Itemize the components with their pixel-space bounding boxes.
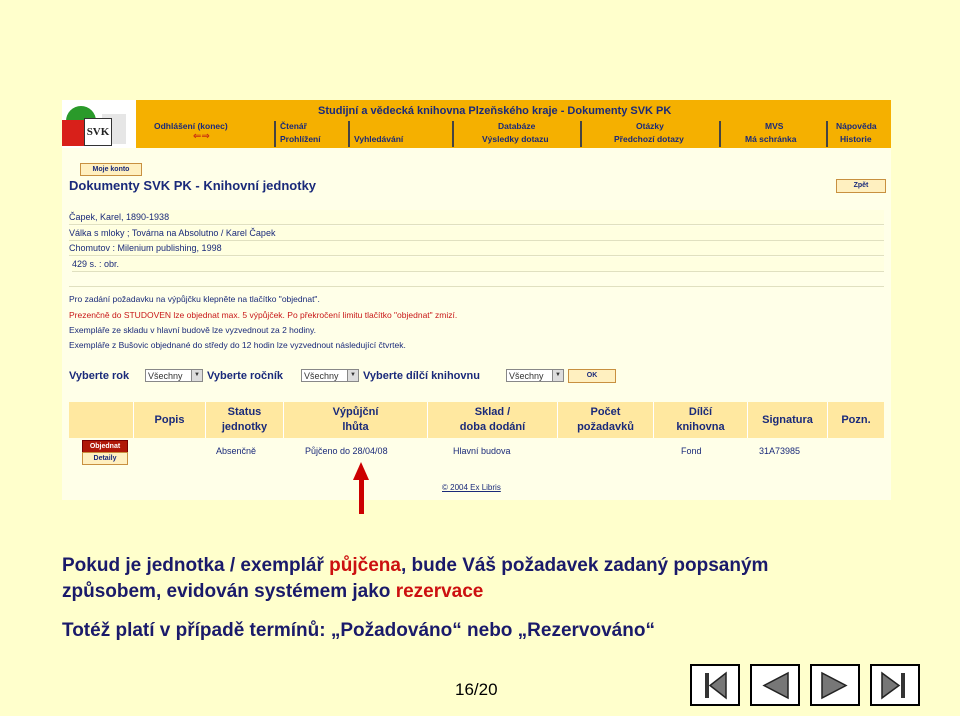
column-header: Sklad / doba dodání	[427, 402, 557, 438]
chevron-down-icon[interactable]: ▼	[191, 370, 202, 381]
red-arrow-stem	[359, 478, 364, 514]
table-cell-storage: Hlavní budova	[453, 446, 511, 456]
last-slide-button[interactable]	[870, 664, 920, 706]
record-author: Čapek, Karel, 1890-1938	[69, 210, 884, 225]
note-line: Exempláře ze skladu v hlavní budově lze vyzvednout za 2 hodiny.	[69, 325, 316, 335]
back-forward-icon[interactable]: ⇐⇒	[193, 131, 210, 142]
first-slide-icon	[692, 666, 738, 704]
nav-search[interactable]: Vyhledávání	[348, 121, 452, 147]
next-slide-icon	[812, 666, 858, 704]
details-button[interactable]: Detaily	[82, 452, 128, 465]
record-publisher: Chomutov : Milenium publishing, 1998	[69, 241, 884, 256]
nav-help[interactable]: Nápověda Historie	[826, 121, 891, 147]
caption-line-1: Pokud je jednotka / exemplář půjčena, bude Váš požadavek zadaný popsaným	[62, 555, 769, 576]
table-cell-status: Absenčně	[216, 446, 257, 456]
page-title: Dokumenty SVK PK - Knihovní jednotky	[69, 178, 317, 193]
previous-slide-button[interactable]	[750, 664, 800, 706]
nav-logout[interactable]: Odhlášení (konec)	[154, 121, 228, 131]
last-slide-icon	[872, 666, 918, 704]
note-line: Pro zadání požadavku na výpůjčku klepněte na tlačítko "objednat".	[69, 294, 320, 304]
column-header: Popis	[133, 402, 205, 438]
caption-line-2: způsobem, evidován systémem jako rezervace	[62, 581, 484, 602]
page-number: 16/20	[455, 680, 498, 699]
record-title: Válka s mloky ; Továrna na Absolutno / Karel Čapek	[69, 226, 884, 241]
volume-filter-label: Vyberte ročník	[207, 370, 284, 382]
nav-databases[interactable]: Databáze Výsledky dotazu	[452, 121, 580, 147]
chevron-down-icon[interactable]: ▼	[347, 370, 358, 381]
chevron-down-icon[interactable]: ▼	[552, 370, 563, 381]
column-header: Pozn.	[827, 402, 884, 438]
column-header: Dílčí knihovna	[653, 402, 747, 438]
year-filter-label: Vyberte rok	[69, 370, 130, 382]
ok-button[interactable]: OK	[568, 369, 616, 383]
volume-select[interactable]: Všechny ▼	[301, 369, 359, 382]
my-account-button[interactable]: Moje konto	[80, 163, 142, 176]
branch-filter-label: Vyberte dílčí knihovnu	[363, 370, 480, 382]
table-cell-loan: Půjčeno do 28/04/08	[305, 446, 388, 456]
copyright-link[interactable]: © 2004 Ex Libris	[442, 483, 501, 492]
svk-logo: SVK	[62, 100, 136, 148]
order-button[interactable]: Objednat	[82, 440, 128, 453]
note-line: Prezenčně do STUDOVEN lze objednat max. 5 výpůjček. Po překročení limitu tlačítko "objednat" zmizí.	[69, 310, 458, 320]
branch-select[interactable]: Všechny ▼	[506, 369, 564, 382]
column-header: Výpůjční lhůta	[283, 402, 427, 438]
record-extent: 429 s. : obr.	[72, 257, 884, 272]
screenshot-window	[62, 100, 891, 500]
nav-ill[interactable]: MVS Má schránka	[719, 121, 825, 147]
back-button[interactable]: Zpět	[836, 179, 886, 193]
table-header	[69, 402, 884, 438]
table-cell-signature: 31A73985	[759, 446, 801, 456]
top-navigation-bar	[136, 100, 891, 148]
first-slide-button[interactable]	[690, 664, 740, 706]
note-line: Exempláře z Bušovic objednané do středy do 12 hodin lze vyzvednout následující čtvrtek.	[69, 340, 406, 350]
table-cell-branch: Fond	[681, 446, 702, 456]
nav-questions[interactable]: Otázky Předchozí dotazy	[580, 121, 718, 147]
year-select[interactable]: Všechny ▼	[145, 369, 203, 382]
caption-line-3: Totéž platí v případě termínů: „Požadováno“ nebo „Rezervováno“	[62, 620, 655, 641]
column-header: Status jednotky	[205, 402, 283, 438]
nav-reader[interactable]: Čtenář Prohlížení	[274, 121, 348, 147]
previous-slide-icon	[752, 666, 798, 704]
column-header: Signatura	[747, 402, 827, 438]
site-title: Studijní a vědecká knihovna Plzeňského kraje - Dokumenty SVK PK	[318, 105, 672, 117]
next-slide-button[interactable]	[810, 664, 860, 706]
column-header: Počet požadavků	[557, 402, 653, 438]
